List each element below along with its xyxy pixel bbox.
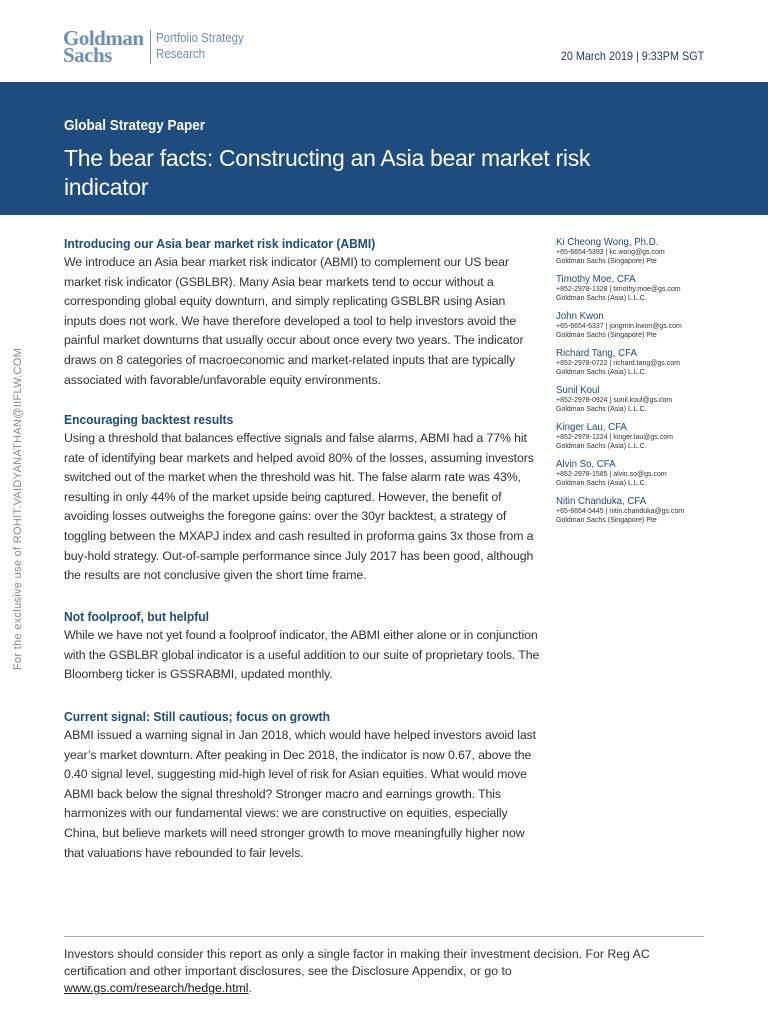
author-entry [556, 384, 716, 414]
author-contact: +65-6654-5393 | kc.wong@gs.com [556, 249, 665, 256]
section-heading: Encouraging backtest results [64, 412, 234, 427]
author-firm: Goldman Sachs (Asia) L.L.C. [556, 443, 647, 450]
author-contact: +852-2978-0722 | richard.tang@gs.com [556, 360, 680, 367]
author-entry [556, 310, 716, 340]
author-entry [556, 495, 716, 525]
author-entry [556, 236, 716, 266]
author-firm: Goldman Sachs (Asia) L.L.C. [556, 406, 647, 413]
section-backtest [64, 410, 540, 586]
author-firm: Goldman Sachs (Asia) L.L.C. [556, 295, 647, 302]
author-contact: +65-6654-6337 | jongmin.kwon@gs.com [556, 323, 682, 330]
section-body: We introduce an Asia bear market risk indicator (ABMI) to complement our US bear market risk indicator (GSBLBR). Many Asia bear markets tend to occur without a corresponding global equity downturn, and simply replicating GSBLBR using Asian inputs does not work. We have therefore developed a tool to help investors avoid the painful market downturns that usually occur about once every two years. The indicator draws on 8 categories of macroeconomic and market-related inputs that are typically associated with favorable/unfavorable equity environments. [64, 255, 524, 387]
logo-line-1: Goldman [63, 26, 144, 50]
author-name: Nitin Chanduka, CFA [556, 495, 647, 507]
unit-line-2: Research [155, 46, 205, 61]
section-heading: Not foolproof, but helpful [64, 609, 210, 624]
section-body: While we have not yet found a foolproof indicator, the ABMI either alone or in conjunction with the GSBLBR global indicator is a useful addition to our suite of proprietary tools. The Bloomberg ticker is GSSRABMI, updated monthly. [64, 628, 540, 682]
goldman-sachs-logo [63, 26, 255, 67]
author-firm: Goldman Sachs (Singapore) Pte [556, 517, 657, 524]
author-name: Ki Cheong Wong, Ph.D. [556, 236, 659, 248]
author-contact: +852-2978-0924 | sunil.koul@gs.com [556, 397, 673, 404]
author-list [556, 236, 716, 532]
author-entry [556, 421, 716, 451]
unit-line-1: Portfolio Strategy [155, 30, 244, 45]
author-name: John Kwon [556, 310, 604, 322]
author-firm: Goldman Sachs (Asia) L.L.C. [556, 369, 647, 376]
footer-divider [64, 936, 704, 937]
logo-line-2: Sachs [63, 43, 112, 67]
logo-divider [150, 30, 151, 64]
section-introducing [64, 234, 540, 390]
disclosure-footer [64, 946, 704, 997]
author-name: Richard Tang, CFA [556, 347, 637, 359]
section-heading: Introducing our Asia bear market risk indicator (ABMI) [64, 236, 376, 251]
author-name: Sunil Koul [556, 384, 600, 396]
author-entry [556, 458, 716, 488]
page-title: The bear facts: Constructing an Asia bear market risk indicator [64, 145, 591, 200]
author-contact: +852-2978-1585 | alvin.so@gs.com [556, 471, 667, 478]
author-firm: Goldman Sachs (Singapore) Pte [556, 258, 657, 265]
author-entry [556, 347, 716, 377]
disclosure-text: Investors should consider this report as only a single factor in making their investment decision. For Reg AC certification and other important disclosures, see the Disclosure Appendix, or go to [64, 947, 650, 978]
section-body: Using a threshold that balances effective signals and false alarms, ABMI had a 77% hit rate of identifying bear markets and helped avoid 80% of the losses, assuming investors switched out of the market when the threshold was hit. The false alarm rate was 43%, resulting in only 44% of the market upside being captured. However, the benefit of avoiding losses outweighs the foregone gains: over the 30yr backtest, a strategy of toggling between the MXAPJ index and cash resulted in proforma gains 3x those from a buy-hold strategy. Out-of-sample performance since July 2017 has been good, although the results are not conclusive given the short time frame. [64, 431, 534, 583]
section-heading: Current signal: Still cautious; focus on growth [64, 709, 330, 724]
author-contact: +65-6654-5445 | nitin.chanduka@gs.com [556, 508, 685, 515]
disclosure-link[interactable]: www.gs.com/research/hedge.html [64, 981, 249, 995]
author-contact: +852-2978-1224 | kinger.lau@gs.com [556, 434, 673, 441]
disclosure-period: . [248, 981, 252, 995]
research-unit [156, 30, 244, 62]
author-entry [556, 273, 716, 303]
section-body: ABMI issued a warning signal in Jan 2018, which would have helped investors avoid last year’s market downturn. After peaking in Dec 2018, the indicator is now 0.67, above the 0.40 signal level, suggesting mid-high level of risk for Asian equities. What would move ABMI back below the signal threshold? Stronger macro and earnings growth. This harmonizes with our fundamental views: we are constructive on equities, especially China, but believe markets will need stronger growth to move meaningfully higher now that valuations have rebounded to fair levels. [64, 728, 536, 860]
exclusive-use-watermark: For the exclusive use of ROHIT.VAIDYANATHAN@IIFLW.COM [12, 347, 24, 670]
author-name: Kinger Lau, CFA [556, 421, 627, 433]
section-not-foolproof [64, 607, 540, 685]
author-contact: +852-2978-1328 | timothy.moe@gs.com [556, 286, 681, 293]
author-name: Timothy Moe, CFA [556, 273, 636, 285]
section-current-signal [64, 707, 540, 863]
author-firm: Goldman Sachs (Asia) L.L.C. [556, 480, 647, 487]
author-firm: Goldman Sachs (Singapore) Pte [556, 332, 657, 339]
author-name: Alvin So, CFA [556, 458, 616, 470]
logo-wordmark [63, 26, 144, 67]
paper-type: Global Strategy Paper [64, 117, 206, 134]
publication-date: 20 March 2019 | 9:33PM SGT [560, 49, 704, 63]
